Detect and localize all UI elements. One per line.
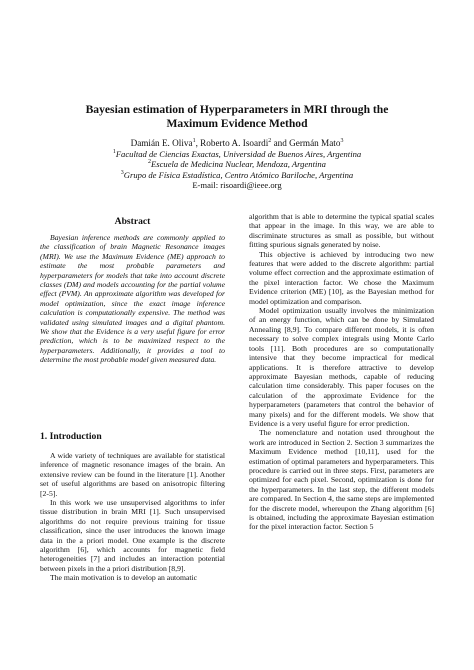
author-3: and Germán Mato <box>271 138 341 148</box>
contact-email: E-mail: risoardi@ieee.org <box>192 180 282 191</box>
affiliation-1: $^1$Facultad de Ciencias Exactas, Universidad de Buenos Aires, Argentina <box>112 148 362 159</box>
paragraph: In this work we use unsupervised algorithms to infer tissue distribution in brain MRI [1]. Such unsupervised algorithms do not require previous training for tissue classification, since the user introduces the known image data in the a priori model. One example is the discrete algorithm [6], which accounts for magnetic field heterogeneities [7] and includes an interaction potential between pixels in the a priori distribution [8,9]. <box>40 498 225 573</box>
section-heading-introduction: 1. Introduction <box>40 431 102 442</box>
right-column <box>249 212 434 532</box>
paper-title: Bayesian estimation of Hyperparameters in MRI through the Maximum Evidence Method <box>85 103 389 130</box>
author-1-sup: 1 <box>192 138 196 144</box>
introduction-body <box>40 451 225 583</box>
affiliation-2: $^2$Escuela de Medicina Nuclear, Mendoza, Argentina <box>148 159 326 170</box>
abstract-section <box>40 210 225 365</box>
author-block <box>40 138 434 191</box>
paragraph: algorithm that is able to determine the typical spatial scales that appear in the image. In this way, we are able to discriminate structures as small as possible, but without fitting spurious signals generated by noise. <box>249 212 434 250</box>
paragraph: A wide variety of techniques are available for statistical inference of magnetic resonance images of the brain. An extensive review can be found in the literature [1]. Another set of useful algorithms are based on anisotropic filtering [2-5]. <box>40 451 225 498</box>
paragraph: Model optimization usually involves the minimization of an energy function, which can be done by Simulated Annealing [8,9]. To compare different models, it is often necessary to solve complex integrals using Monte Carlo tools [11]. Both procedures are so computationally intensive that they become impractical for medical applications. It is therefore attractive to develop approximate Bayesian methods, capable of reducing calculation time considerably. This paper focuses on the calculation of the approximate Evidence for the hyperparameters (parameters that control the behavior of many pixels) and for the different models. We show that Evidence is a very useful figure for error prediction. <box>249 306 434 428</box>
author-2-sup: 2 <box>268 138 272 144</box>
paragraph: This objective is achieved by introducing two new features that were added to the discrete algorithm: partial volume effect correction and the approximate estimation of the pixel interaction factor. We chose the Maximum Evidence criterion (ME) [10], as the Bayesian method for model optimization and comparison. <box>249 249 434 306</box>
author-1: Damián E. Oliva <box>130 138 193 148</box>
abstract-text: Bayesian inference methods are commonly applied to the classification of brain Magnetic Resonance images (MRI). We use the Maximum Evidence (ME) approach to estimate the most probable parameters and hyperparameters for models that take into account discrete classes (DM) and models accounting for the partial volume effect (PVM). An approximate algorithm was developed for model optimization, since the exact image inference calculation is computationally expensive. The method was validated using simulated images and a digital phantom. We show that the Evidence is a very useful figure for error prediction, which is to be maximized respect to the hyperparameters. Additionally, it provides a tool to determine the most probable model given measured data. <box>40 233 225 365</box>
author-2: , Roberto A. Isoardi <box>195 138 269 148</box>
abstract-heading: Abstract <box>114 216 151 227</box>
author-3-sup: 3 <box>340 138 344 144</box>
paragraph: The nomenclature and notation used throughout the work are introduced in Section 2. Section 3 summarizes the Maximum Evidence method [10,11], used for the estimation of optimal parameters and hyperparameters. This procedure is carried out in three steps. First, parameters are optimized for each pixel. Second, optimization is done for the hyperparameters. In the last step, the different models are compared. In Section 4, the same steps are implemented for the discrete model, whereupon the Zhang algorithm [6] is obtained, including the approximate Bayesian estimation for the pixel interaction factor. Section 5 <box>249 428 434 532</box>
affiliation-3: $^3$Grupo de Física Estadística, Centro Atómico Bariloche, Argentina <box>120 169 354 180</box>
paragraph: The main motivation is to develop an automatic <box>50 573 198 583</box>
author-names <box>40 138 434 149</box>
